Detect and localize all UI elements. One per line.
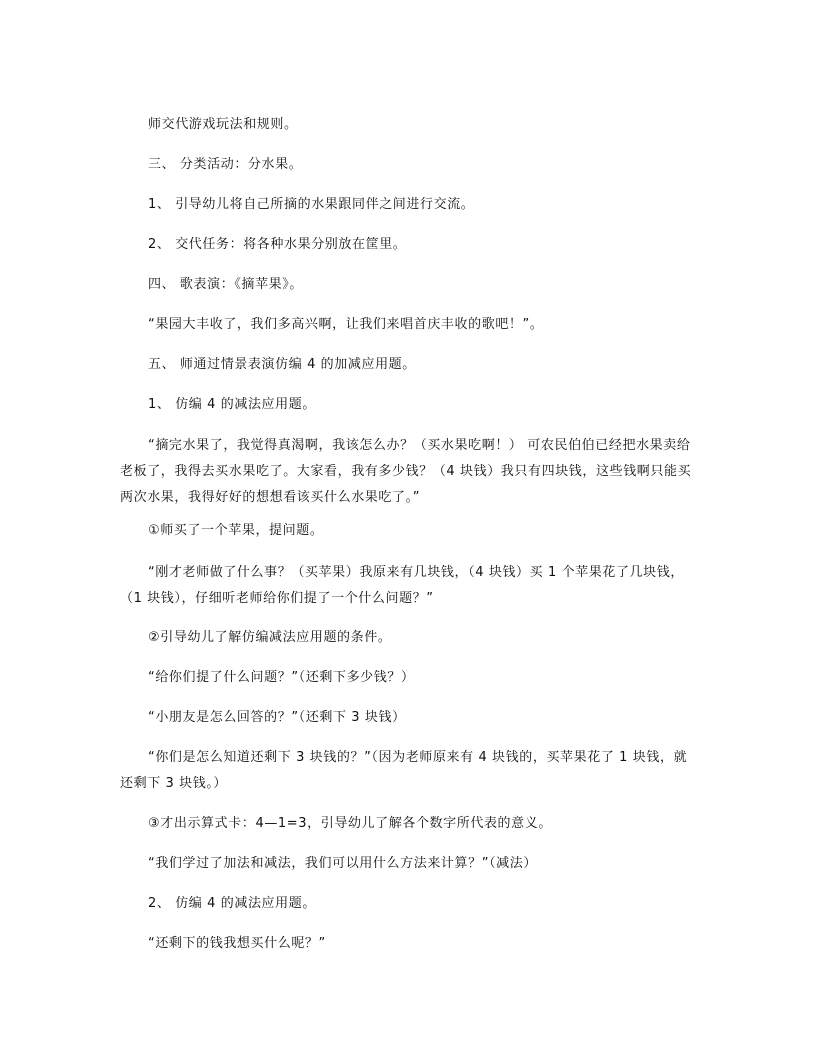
quote-remaining-money: “还剩下的钱我想买什么呢？” <box>148 936 326 951</box>
list-item-2: 2、 交代任务：将各种水果分别放在筐里。 <box>148 237 407 252</box>
paragraph-game-rules: 师交代游戏玩法和规则。 <box>148 117 298 132</box>
list-item-1: 1、 引导幼儿将自己所摘的水果跟同伴之间进行交流。 <box>148 197 475 212</box>
quote-question: “给你们提了什么问题？”（还剩下多少钱？） <box>148 670 415 685</box>
quote-answer: “小朋友是怎么回答的？”（还剩下 3 块钱） <box>148 710 406 725</box>
heading-section-three: 三、 分类活动：分水果。 <box>148 157 303 172</box>
heading-section-four: 四、 歌表演：《摘苹果》。 <box>148 277 303 292</box>
step-3: ③才出示算式卡：4—1=3，引导幼儿了解各个数字所代表的意义。 <box>148 816 552 831</box>
step-2: ②引导幼儿了解仿编减法应用题的条件。 <box>148 630 392 645</box>
quote-method: “我们学过了加法和减法，我们可以用什么方法来计算？”（减法） <box>148 856 537 871</box>
heading-section-five: 五、 师通过情景表演仿编 4 的加减应用题。 <box>148 357 416 372</box>
list-item-subtraction-1: 1、 仿编 4 的减法应用题。 <box>148 397 316 412</box>
quote-song-intro: “果园大丰收了，我们多高兴啊，让我们来唱首庆丰收的歌吧！”。 <box>148 317 544 332</box>
step-1: ①师买了一个苹果，提问题。 <box>148 523 324 538</box>
paragraph-how-know: “你们是怎么知道还剩下 3 块钱的？”（因为老师原来有 4 块钱的，买苹果花了 1 块钱，就还剩下 3 块钱。） <box>120 750 688 791</box>
list-item-subtraction-2: 2、 仿编 4 的减法应用题。 <box>148 896 316 911</box>
paragraph-buy-fruit: “摘完水果了，我觉得真渴啊，我该怎么办？（买水果吃啊！） 可农民伯伯已经把水果卖给老板了，我得去买水果吃了。大家看，我有多少钱？（4 块钱）我只有四块钱，这些钱啊只能买两次水果，我得好好的想想看该买什么水果吃了。” <box>120 438 692 505</box>
paragraph-teacher-question: “刚才老师做了什么事？（买苹果）我原来有几块钱，（4 块钱）买 1 个苹果花了几块钱，（1 块钱），仔细听老师给你们提了一个什么问题？” <box>120 565 684 606</box>
